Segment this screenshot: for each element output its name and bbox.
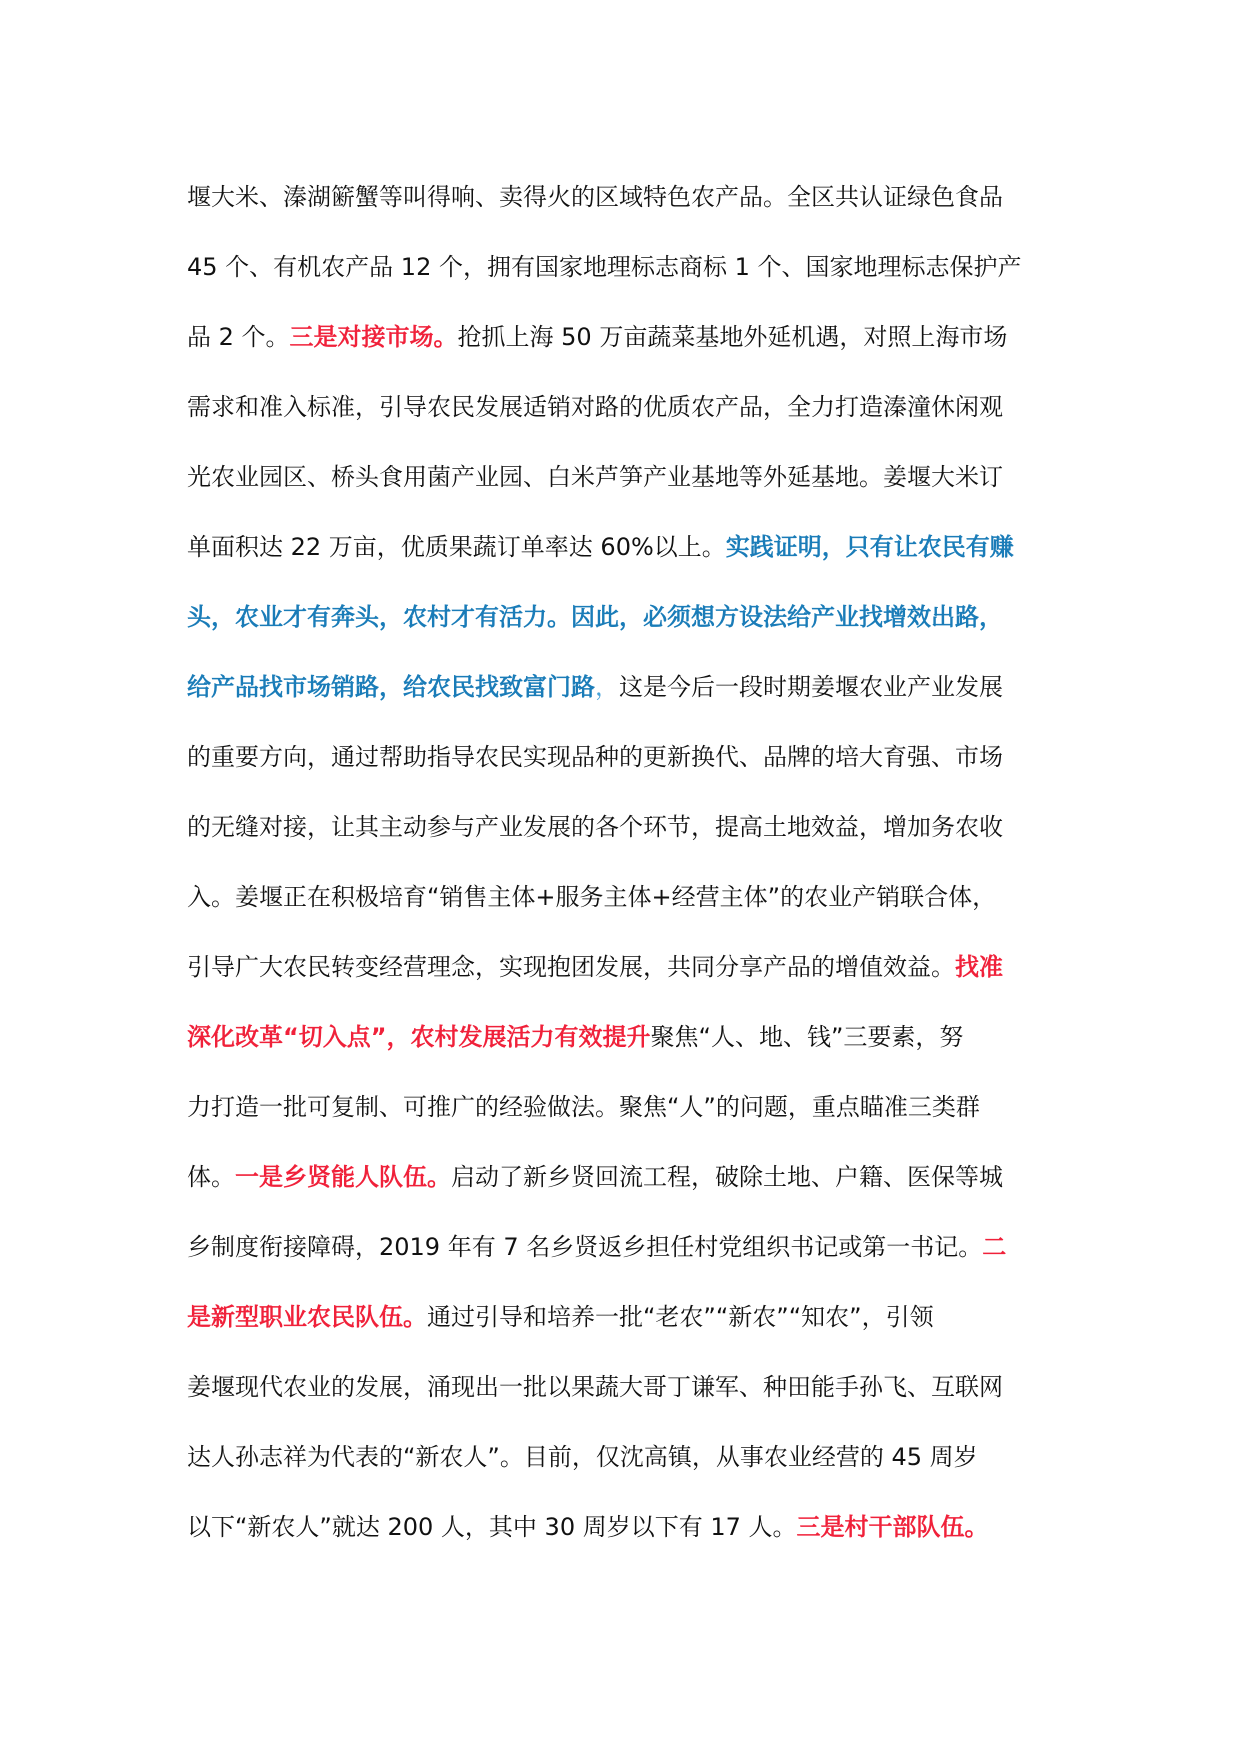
text-run: 聚焦“人、地、钱”三要素，努	[650, 1023, 964, 1051]
text-run: 力打造一批可复制、可推广的经验做法。聚焦“人”的问题，重点瞄准三类群	[187, 1093, 980, 1121]
text-run: 姜堰现代农业的发展，涌现出一批以果蔬大哥丁谦军、种田能手孙飞、互联网	[187, 1373, 1003, 1401]
text-line	[187, 312, 1087, 382]
text-run: 45 个、有机农产品 12 个，拥有国家地理标志商标 1 个、国家地理标志保护产	[187, 253, 1022, 281]
text-line	[187, 1432, 1087, 1502]
text-line	[187, 1152, 1087, 1222]
highlight-heading: 三是对接市场。	[289, 323, 458, 351]
text-line	[187, 1012, 1087, 1082]
highlight-emphasis: 头，农业才有奔头，农村才有活力。因此，必须想方设法给产业找增效出路，	[187, 603, 1003, 631]
text-line	[187, 242, 1087, 312]
highlight-emphasis: 给产品找市场销路，给农民找致富门路	[187, 673, 595, 701]
text-line	[187, 172, 1087, 242]
highlight-heading: 深化改革“切入点”，农村发展活力有效提升	[187, 1023, 651, 1051]
text-run: 光农业园区、桥头食用菌产业园、白米芦笋产业基地等外延基地。姜堰大米订	[187, 463, 1003, 491]
text-run: 入。姜堰正在积极培育“销售主体+服务主体+经营主体”的农业产销联合体，	[187, 883, 997, 911]
text-run: 体。	[187, 1163, 235, 1191]
text-line	[187, 1362, 1087, 1432]
text-line	[187, 1502, 1087, 1572]
text-line	[187, 522, 1087, 592]
text-line	[187, 802, 1087, 872]
text-run: 启动了新乡贤回流工程，破除土地、户籍、医保等城	[451, 1163, 1003, 1191]
text-line	[187, 872, 1087, 942]
text-line	[187, 1222, 1087, 1292]
text-run: 的无缝对接，让其主动参与产业发展的各个环节，提高土地效益，增加务农收	[187, 813, 1003, 841]
text-run: 抢抓上海 50 万亩蔬菜基地外延机遇，对照上海市场	[457, 323, 1008, 351]
text-run: 引导广大农民转变经营理念，实现抱团发展，共同分享产品的增值效益。	[187, 953, 955, 981]
text-line	[187, 452, 1087, 522]
text-line	[187, 732, 1087, 802]
highlight-heading: 找准	[955, 953, 1003, 981]
text-run: 这是今后一段时期姜堰农业产业发展	[619, 673, 1003, 701]
text-line	[187, 592, 1087, 662]
text-line	[187, 942, 1087, 1012]
highlight-heading: 一是乡贤能人队伍。	[235, 1163, 451, 1191]
text-run: 单面积达 22 万亩，优质果蔬订单率达 60%以上。	[187, 533, 726, 561]
text-run: 品 2 个。	[187, 323, 290, 351]
text-run: 达人孙志祥为代表的“新农人”。目前，仅沈高镇，从事农业经营的 45 周岁	[187, 1443, 978, 1471]
text-run: ，	[595, 673, 619, 701]
text-line	[187, 1292, 1087, 1362]
text-run: 堰大米、溱湖簖蟹等叫得响、卖得火的区域特色农产品。全区共认证绿色食品	[187, 183, 1003, 211]
highlight-heading: 是新型职业农民队伍。	[187, 1303, 427, 1331]
text-run: 乡制度衔接障碍，2019 年有 7 名乡贤返乡担任村党组织书记或第一书记。	[187, 1233, 983, 1261]
text-run: 的重要方向，通过帮助指导农民实现品种的更新换代、品牌的培大育强、市场	[187, 743, 1003, 771]
text-run: 以下“新农人”就达 200 人，其中 30 周岁以下有 17 人。	[187, 1513, 797, 1541]
text-run: 需求和准入标准，引导农民发展适销对路的优质农产品，全力打造溱潼休闲观	[187, 393, 1003, 421]
document-body	[187, 172, 1087, 1572]
text-run: 通过引导和培养一批“老农”“新农”“知农”，引领	[427, 1303, 934, 1331]
text-line	[187, 382, 1087, 452]
highlight-emphasis: 实践证明，只有让农民有赚	[725, 533, 1014, 561]
text-line	[187, 662, 1087, 732]
highlight-heading: 三是村干部队伍。	[796, 1513, 989, 1541]
highlight-heading: 二	[982, 1233, 1007, 1261]
text-line	[187, 1082, 1087, 1152]
